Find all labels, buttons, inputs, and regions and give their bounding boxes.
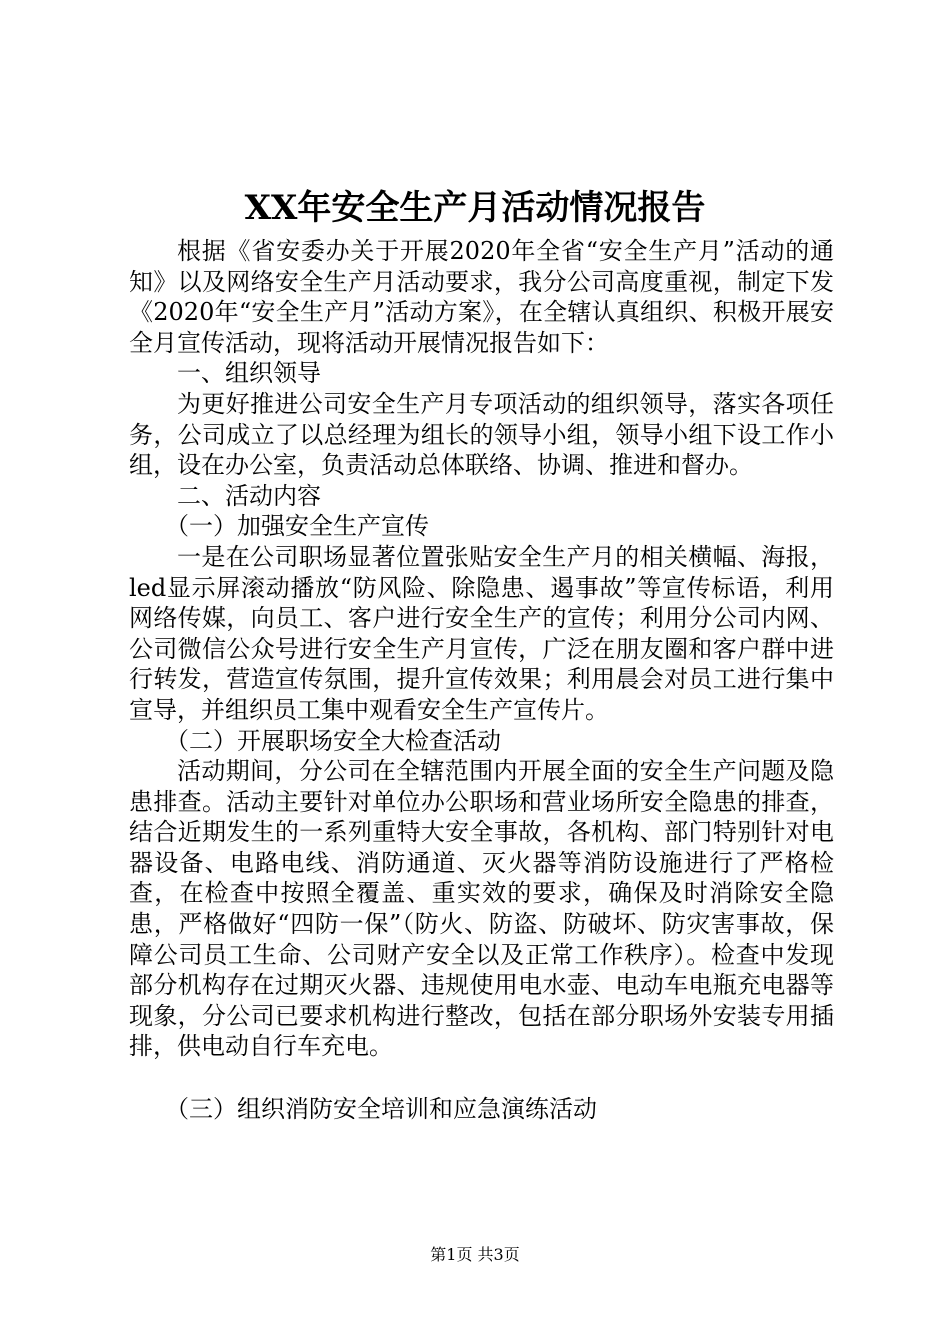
subsection-heading-inspection: （二）开展职场安全大检查活动 — [165, 726, 501, 755]
document-title: XX年安全生产月活动情况报告 — [244, 188, 706, 228]
document-body — [129, 236, 834, 1125]
subsection-heading-training: （三）组织消防安全培训和应急演练活动 — [165, 1095, 597, 1124]
publicity-paragraph: 一是在公司职场显著位置张贴安全生产月的相关横幅、海报，led显示屏滚动播放“防风险、除隐患、遏事故”等宣传标语，利用网络传媒，向员工、客户进行安全生产的宣传；利用分公司内网、公司微信公众号进行安全生产月宣传，广泛在朋友圈和客户群中进行转发，营造宣传氛围，提升宣传效果；利用晨会对员工进行集中宣导，并组织员工集中观看安全生产宣传片。 — [129, 542, 834, 724]
organization-paragraph: 为更好推进公司安全生产月专项活动的组织领导，落实各项任务，公司成立了以总经理为组长的领导小组，领导小组下设工作小组，设在办公室，负责活动总体联络、协调、推进和督办。 — [129, 389, 834, 480]
inspection-paragraph: 活动期间，分公司在全辖范围内开展全面的安全生产问题及隐患排查。活动主要针对单位办公职场和营业场所安全隐患的排查，结合近期发生的一系列重特大安全事故，各机构、部门特别针对电器设备、电路电线、消防通道、灭火器等消防设施进行了严格检查，在检查中按照全覆盖、重实效的要求，确保及时消除安全隐患，严格做好“四防一保”（防火、防盗、防破坏、防灾害事故，保障公司员工生命、公司财产安全以及正常工作秩序）。检查中发现部分机构存在过期灭火器、违规使用电水壶、电动车电瓶充电器等现象，分公司已要求机构进行整改，包括在部分职场外安装专用插排，供电动自行车充电。 — [129, 757, 834, 1061]
section-heading-activities: 二、活动内容 — [177, 481, 321, 510]
subsection-heading-publicity: （一）加强安全生产宣传 — [165, 512, 429, 541]
page-footer: 第1页 共3页 — [430, 1245, 520, 1264]
intro-paragraph: 根据《省安委办关于开展2020年全省“安全生产月”活动的通知》以及网络安全生产月活动要求，我分公司高度重视，制定下发《2020年“安全生产月”活动方案》，在全辖认真组织、积极开展安全月宣传活动，现将活动开展情况报告如下： — [129, 237, 834, 357]
section-heading-organization: 一、组织领导 — [177, 359, 321, 388]
